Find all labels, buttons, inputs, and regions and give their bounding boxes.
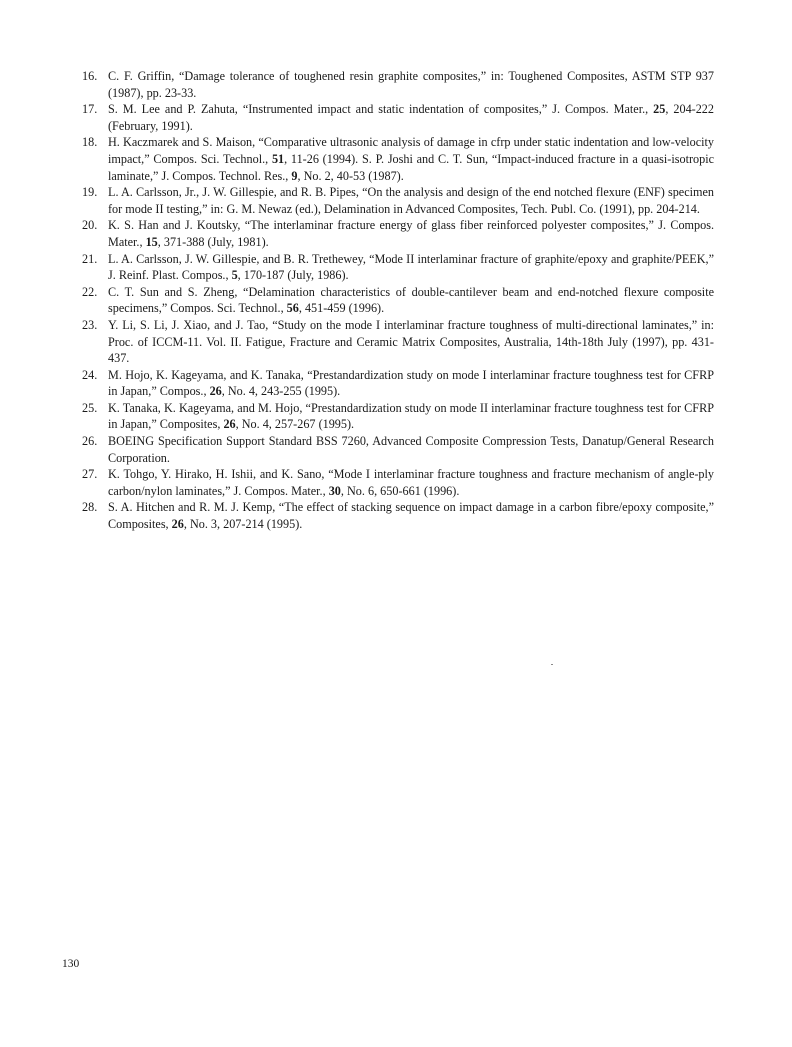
reference-number: 16. xyxy=(82,69,98,83)
reference-text-segment: S. A. Hitchen and R. M. J. Kemp, “The effect of stacking sequence on impact damage in a carbon fibre/epoxy composite,” Composites, xyxy=(108,500,714,532)
reference-item xyxy=(82,217,714,250)
reference-text xyxy=(108,317,714,367)
reference-number: 19. xyxy=(82,185,98,200)
reference-text-segment: C. T. Sun and S. Zheng, “Delamination characteristics of double-cantilever beam and end-notched flexure composite specimens,” Compos. Sci. Technol., xyxy=(108,284,714,316)
reference-item xyxy=(82,134,714,184)
reference-text xyxy=(108,251,714,284)
reference-number: 21. xyxy=(82,251,98,266)
reference-text-segment: S. M. Lee and P. Zahuta, “Instrumented impact and static indentation of composites,” J. Compos. Mater., xyxy=(108,102,654,117)
reference-text xyxy=(108,101,714,134)
reference-number: 24. xyxy=(82,367,98,382)
reference-number: 17. xyxy=(82,102,98,117)
volume-number: 26 xyxy=(209,384,222,399)
reference-text-segment: H. Kaczmarek and S. Maison, “Comparative ultrasonic analysis of damage in cfrp under static indentation and low-velocity impact,” Compos. Sci. Technol., xyxy=(108,135,714,166)
reference-text-segment: , 371-388 (July, 1981). xyxy=(157,234,269,249)
reference-item xyxy=(82,499,714,532)
volume-number: 15 xyxy=(145,234,158,249)
reference-text xyxy=(108,400,714,433)
volume-number: 51 xyxy=(271,151,285,166)
volume-number: 25 xyxy=(653,102,666,117)
reference-text-segment: L. A. Carlsson, J. W. Gillespie, and B. R. Trethewey, “Mode II interlaminar fracture of graphite/epoxy and graphite/PEEK,” J. Reinf. Plast. Compos., xyxy=(108,251,714,283)
reference-item xyxy=(82,367,714,400)
reference-text xyxy=(108,499,714,532)
reference-text xyxy=(108,284,714,317)
reference-text-segment: K. Tohgo, Y. Hirako, H. Ishii, and K. Sano, “Mode I interlaminar fracture toughness and fracture mechanism of angle-ply carbon/nylon laminates,” J. Compos. Mater., xyxy=(108,467,714,498)
volume-number: 56 xyxy=(286,301,299,316)
reference-item xyxy=(82,284,714,317)
reference-text-segment: K. Tanaka, K. Kageyama, and M. Hojo, “Prestandardization study on mode II interlaminar fracture toughness test for CFRP in Japan,” Composites, xyxy=(108,400,714,432)
reference-text-segment: C. F. Griffin, “Damage tolerance of toughened resin graphite composites,” in: Toughened Composites, ASTM STP 937 (1987), pp. 23-33. xyxy=(108,69,714,100)
reference-text-segment: , No. 2, 40-53 (1987). xyxy=(297,168,404,183)
reference-text-segment: , No. 6, 650-661 (1996). xyxy=(340,483,460,498)
reference-text-segment: BOEING Specification Support Standard BSS 7260, Advanced Composite Compression Tests, Danatup/General Research Corporation. xyxy=(108,434,714,465)
reference-text-segment: , 170-187 (July, 1986). xyxy=(237,268,349,283)
reference-item xyxy=(82,317,714,367)
volume-number: 5 xyxy=(231,268,238,283)
reference-text xyxy=(108,367,714,400)
volume-number: 9 xyxy=(291,168,298,183)
reference-item xyxy=(82,433,714,466)
volume-number: 26 xyxy=(171,517,184,532)
reference-item xyxy=(82,184,714,217)
reference-text-segment: , No. 4, 257-267 (1995). xyxy=(235,417,355,432)
reference-item xyxy=(82,251,714,284)
volume-number: 30 xyxy=(328,483,341,498)
reference-text xyxy=(108,466,714,499)
reference-number: 18. xyxy=(82,135,98,150)
reference-text xyxy=(108,184,714,217)
scan-speck xyxy=(551,664,553,665)
reference-item xyxy=(82,400,714,433)
reference-number: 23. xyxy=(82,317,98,332)
reference-list xyxy=(82,68,714,533)
reference-number: 28. xyxy=(82,500,98,515)
reference-text-segment: M. Hojo, K. Kageyama, and K. Tanaka, “Prestandardization study on mode I interlaminar fracture toughness test for CFRP in Japan,” Compos., xyxy=(108,367,714,399)
reference-text xyxy=(108,68,714,101)
reference-text-segment: , 451-459 (1996). xyxy=(298,301,385,316)
reference-text xyxy=(108,134,714,184)
reference-text-segment: Y. Li, S. Li, J. Xiao, and J. Tao, “Study on the mode I interlaminar fracture toughness of multi-directional laminates,” in: Proc. of ICCM-11. Vol. II. Fatigue, Fracture and Ceramic Matrix Composites, Australia, 14th-18th July (1997), pp. 431-437. xyxy=(108,317,714,366)
reference-text-segment: , 204-222 (February, 1991). xyxy=(108,102,714,133)
reference-number: 26. xyxy=(82,434,98,449)
reference-number: 27. xyxy=(82,467,98,482)
reference-item xyxy=(82,68,714,101)
reference-number: 20. xyxy=(82,218,98,233)
reference-item xyxy=(82,101,714,134)
volume-number: 26 xyxy=(223,417,236,432)
page-number: 130 xyxy=(62,958,80,970)
reference-number: 22. xyxy=(82,284,98,299)
reference-text-segment: K. S. Han and J. Koutsky, “The interlaminar fracture energy of glass fiber reinforced polyester composites,” J. Compos. Mater., xyxy=(108,218,714,249)
reference-text xyxy=(108,433,714,466)
reference-text xyxy=(108,217,714,250)
reference-text-segment: , No. 4, 243-255 (1995). xyxy=(221,384,341,399)
reference-text-segment: , No. 3, 207-214 (1995). xyxy=(183,517,303,532)
reference-item xyxy=(82,466,714,499)
reference-text-segment: L. A. Carlsson, Jr., J. W. Gillespie, and R. B. Pipes, “On the analysis and design of the end notched flexure (ENF) specimen for mode II testing,” in: G. M. Newaz (ed.), Delamination in Advanced Composites, Tech. Publ. Co. (1991), pp. 204-214. xyxy=(108,185,714,216)
reference-text-segment: , 11-26 (1994). S. P. Joshi and C. T. Sun, “Impact-induced fracture in a quasi-isotropic laminate,” J. Compos. Technol. Res., xyxy=(108,151,714,183)
reference-number: 25. xyxy=(82,400,98,415)
